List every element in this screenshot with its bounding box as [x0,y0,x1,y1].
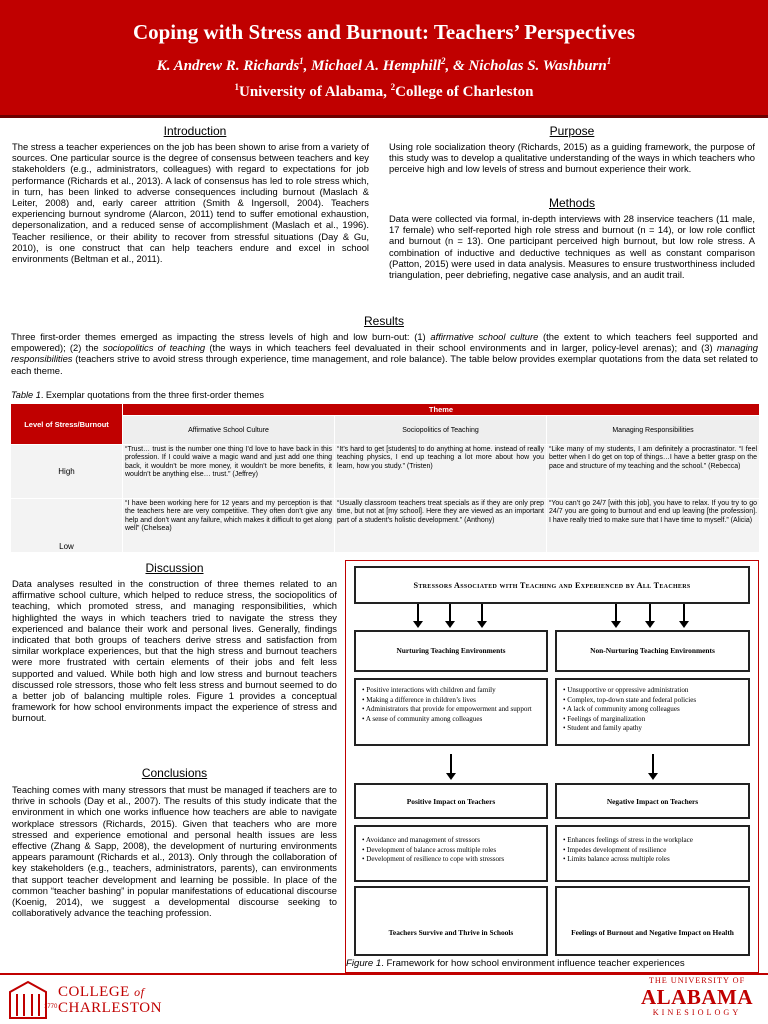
introduction-text: The stress a teacher experiences on the job has been shown to arise from a variety of sources. One particular source is the degree of consensus between teachers and key stakeholders (e.g., administrators, colleagues) with regard to expectations for job performance (Richards et al., 2013). A lack of consensus has led to role stress which, in turn, has been linked to adverse consequences including burnout (Maslach & Leiter, 2008) and, early career attrition (Smith & Ingersoll, 2004). Teachers experiencing burnout syndrome (Alarcon, 2011) tend to suffer emotional exhaustion, depersonalization, and a reduced sense of accomplishment (Maslach et al., 1996). Teacher resilience, or their ability to recover from stressful situations (Day & Gu, 2010), is one construct that can help teachers endure and excel in school environments (Beltman et al., 2011). [12,141,369,265]
stressors-title: Stressors Associated with Teaching and Experienced by All Teachers [413,581,691,590]
table-caption [11,390,264,400]
ua-line-3: KINESIOLOGY [652,1008,742,1017]
burnout-outcome-box [555,886,750,956]
non-nurturing-list [563,686,749,734]
affil-sup: 2 [390,82,396,92]
list-item: • Making a difference in children’s lives [362,696,548,706]
stressors-box [354,566,750,604]
table-col-header: Sociopolitics of Teaching [335,416,547,445]
arrow-down-icon [481,604,483,622]
results-theme-term: managing responsibilities [11,342,758,365]
arrow-down-icon [449,604,451,622]
ua-line-1: THE UNIVERSITY OF [648,976,746,985]
results-text [11,331,758,376]
introduction-heading: Introduction [163,124,227,138]
purpose-text: Using role socialization theory (Richards, 2015) as a guiding framework, the purpose of this study was to develop a qualitative understanding of the ways in which teachers who perceive high and low levels of stress and burnout experience their work. [389,141,755,175]
cofc-building-icon [8,978,48,1020]
positive-list [362,836,548,865]
arrow-down-icon [450,754,452,774]
list-item: • Student and family apathy [563,724,749,734]
burnout-outcome-title: Feelings of Burnout and Negative Impact on Health [571,928,734,937]
non-nurturing-env-title: Non-Nurturing Teaching Environments [590,646,715,655]
list-item: • Development of resilience to cope with stressors [362,855,548,865]
author-washburn: , & Nicholas S. Washburn [445,58,607,74]
affil-alabama: University of Alabama, [239,84,391,100]
figure-caption-text: . Framework for how school environment influence teacher experiences [381,958,685,969]
table-col-header: Managing Responsibilities [547,416,760,445]
results-text-part: (the extent to which teachers feel supported and empowered); (2) the [11,331,758,354]
list-item: • Impedes development of resilience [563,846,749,856]
figure-1 [345,560,759,973]
table-row-label: Low [11,499,123,553]
footer-rule [0,973,768,975]
table-cell: “I have been working here for 12 years and my perception is that the teachers here are very competitive. They often don’t give any help and don’t want any failure, which makes it difficult to get along well” (Chelsea) [123,499,335,553]
author-richards: K. Andrew R. Richards [156,58,300,74]
results-text-part: (the ways in which teachers feel devaluated in their school environments and in larger, policy-level arenas); and (3) [205,342,717,354]
author-sup: 2 [441,56,446,66]
figure-caption [346,958,758,969]
table-cell: “Trust… trust is the number one thing I’d love to have back in this profession. If I could waive a magic wand and just add one thing back, it wouldn’t be more money, it wouldn’t be more benefits, it wouldn’t be anything else… trust.” (Jeffrey) [123,445,335,499]
cofc-logo [8,978,168,1022]
table-col-header: Affirmative School Culture [123,416,335,445]
cofc-word-of: of [134,985,145,999]
thrive-outcome-title: Teachers Survive and Thrive in Schools [388,928,514,937]
figure-caption-label: Figure 1 [346,958,382,969]
arrow-down-icon [615,604,617,622]
nurturing-list-box [354,678,548,746]
cofc-wordmark-bottom: CHARLESTON [58,1000,162,1016]
non-nurturing-env-box [555,630,750,672]
table-row [11,445,760,499]
poster-title: Coping with Stress and Burnout: Teachers’ Perspectives [132,20,636,44]
conclusions-text: Teaching comes with many stressors that must be managed if teachers are to thrive in schools (Day et al., 2007). The results of this study indicate that the environment in which one works influence how teachers are able to navigate workplace stressors (Richards, 2015). Given that teachers who are more stressed and experience emotional and personal health issues are less effective (Zhang & Sapp, 2008), the development of nurturing environments appears paramount (Richards et al., 2013). Only through the collaboration of key stakeholders (e.g., teachers, administrators, parents), can environments that support teacher development and learning be possible. In place of the common “teacher bashing” in popular manifestations of educational discourse (Koenig, 2014), we suggest a developmental discourse seeking to collaboratively advance the teaching profession. [12,784,337,919]
thrive-outcome-box [354,886,548,956]
arrow-down-icon [417,604,419,622]
table-row-label: High [11,445,123,499]
cofc-year: 1770 [44,1004,58,1010]
list-item: • Administrators that provide for empowerment and support [362,705,548,715]
table-caption-text: . Exemplar quotations from the three first-order themes [40,390,264,400]
results-theme-term: affirmative school culture [430,331,539,342]
purpose-heading: Purpose [549,124,595,138]
list-item: • A lack of community among colleagues [563,705,749,715]
list-item: • Enhances feelings of stress in the workplace [563,836,749,846]
methods-text: Data were collected via formal, in-depth interviews with 28 inservice teachers (11 male, 17 female) who self-reported high role stress and burnout (n = 14), or low role conflict and burnout (n = 13). One participant perceived high burnout, but low role stress. A combination of inductive and deductive techniques as well as constant comparison (Patton, 2015) were used in data analysis. Measures to ensure trustworthiness included triangulation, peer debriefing, negative case analysis, and an audit trail. [389,213,755,281]
list-item: • A sense of community among colleagues [362,715,548,725]
list-item: • Development of balance across multiple roles [362,846,548,856]
table-row-header: Level of Stress/Burnout [11,404,123,445]
affil-charleston: College of Charleston [395,84,534,100]
quotations-table [10,403,760,553]
list-item: • Limits balance across multiple roles [563,855,749,865]
author-hemphill: , Michael A. Hemphill [303,58,442,74]
positive-impact-title: Positive Impact on Teachers [406,797,496,806]
discussion-text: Data analyses resulted in the construction of three themes related to an affirmative school culture, which helped to reduce stress, the sociopolitics of teaching, which promoted stress, and managing responsibilities, which highlighted the ways in which teachers tried to navigate the stress they experienced and balance their work and personal lives. Generally, findings indicated that both groups of teachers derive stress and satisfaction from similar workplace experiences, but that the high stress and burnout teachers were more frustrated with certain elements of their jobs and felt less supported and valued. While both high and low stress and burnout teachers discussed role stressors, those who felt less stress and burnout seemed to do a better job of balancing multiple roles. Figure 1 provides a conceptual framework for how school environments impact the experience of stress and burnout. [12,578,337,724]
methods-heading: Methods [548,196,596,210]
alabama-logo [634,976,760,1022]
positive-impact-box [354,783,548,819]
list-item: • Positive interactions with children and family [362,686,548,696]
table-cell: “You can’t go 24/7 [with this job], you have to relax. If you try to go 24/7 you are going to burnout and end up leaving [the profession]. I have really tried to make sure that I have time to myself.” (Alicia) [547,499,760,553]
poster-header [0,0,768,118]
cofc-wordmark-top [58,984,144,1001]
conclusions-heading: Conclusions [141,766,208,780]
list-item: • Complex, top-down state and federal policies [563,696,749,706]
discussion-heading: Discussion [145,561,204,575]
negative-impact-title: Negative Impact on Teachers [606,797,699,806]
nurturing-env-box [354,630,548,672]
nurturing-env-title: Nurturing Teaching Environments [396,646,506,655]
arrow-down-icon [649,604,651,622]
negative-impact-box [555,783,750,819]
author-sup: 1 [606,56,612,66]
affil-sup: 1 [234,82,239,92]
results-text-part: (teachers strive to avoid stress through experience, time management, and role balance). The table below provides exemplar quotations from the data set related to each theme. [11,353,758,376]
results-theme-term: sociopolitics of teaching [102,342,206,354]
table-cell: “Usually classroom teachers treat specials as if they are only prep time, but not at [my school]. Here they are viewed as an important part of a student’s holistic development.” (Anthony) [335,499,547,553]
poster-affiliations [0,82,768,101]
poster-authors [0,56,768,75]
arrow-down-icon [683,604,685,622]
arrow-down-icon [652,754,654,774]
nurturing-list [362,686,548,724]
list-item: • Avoidance and management of stressors [362,836,548,846]
results-heading: Results [363,314,404,328]
results-text-part: Three first-order themes emerged as impacting the stress levels of high and low burn-out: (1) [11,331,431,342]
table-cell: “It’s hard to get [students] to do anything at home. instead of really teaching physics, I end up teaching a lot more about how you learn, how you study.” (Tristen) [335,445,547,499]
non-nurturing-list-box [555,678,750,746]
positive-list-box [354,825,548,882]
cofc-word-college: COLLEGE [58,984,130,1000]
table-theme-header: Theme [123,404,760,416]
negative-list-box [555,825,750,882]
table-cell: “Like many of my students, I am definitely a procrastinator. “I feel better when I do get on top of things…I have a better grasp on the pace and structure of my teaching and the school.” (Rebecca) [547,445,760,499]
negative-list [563,836,749,865]
list-item: • Unsupportive or oppressive administration [563,686,749,696]
ua-line-2: ALABAMA [641,985,753,1009]
table-row [11,499,760,553]
list-item: • Feelings of marginalization [563,715,749,725]
table-caption-label: Table 1 [11,390,41,400]
author-sup: 1 [299,56,304,66]
